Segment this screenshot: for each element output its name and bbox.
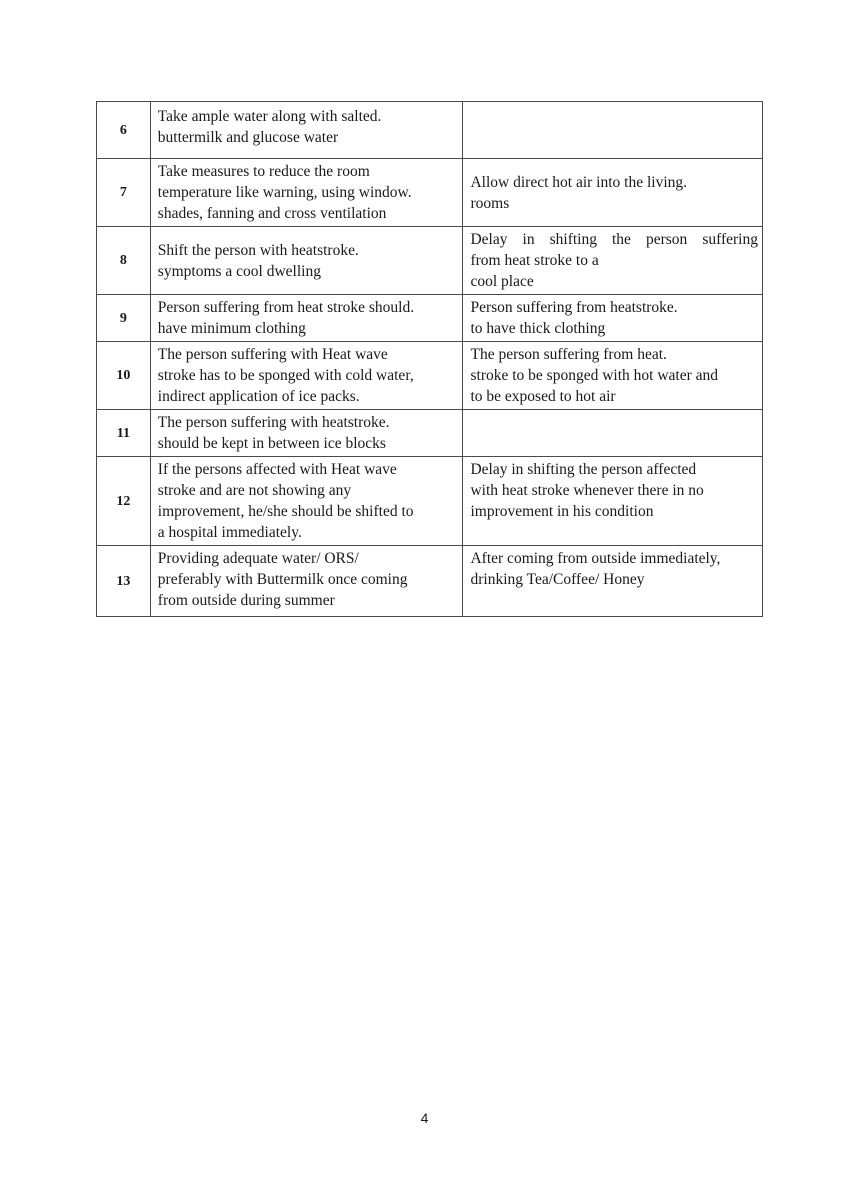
table-row: [97, 410, 763, 457]
dos-line: Providing adequate water/ ORS/: [157, 550, 359, 567]
row-number: 11: [97, 410, 151, 457]
dos-line: The person suffering with heatstroke.: [157, 414, 390, 431]
dos-cell: [150, 342, 463, 410]
dos-line: stroke and are not showing any: [157, 482, 352, 499]
donts-line: rooms: [470, 194, 510, 212]
dos-line: buttermilk and glucose water: [157, 129, 339, 146]
donts-line: to be exposed to hot air: [470, 388, 616, 405]
donts-line: improvement in his condition: [470, 503, 654, 520]
donts-cell: [463, 102, 763, 159]
donts-line: with heat stroke whenever there in no: [470, 482, 704, 499]
dos-line: from outside during summer: [157, 592, 335, 609]
dos-line: The person suffering with Heat wave: [157, 346, 388, 363]
dos-cell: [150, 159, 463, 227]
row-number: 13: [97, 546, 151, 617]
dos-cell: [150, 546, 463, 617]
table-row: [97, 342, 763, 410]
dos-cell: [150, 227, 463, 295]
donts-cell: [463, 457, 763, 546]
dos-line: should be kept in between ice blocks: [157, 435, 386, 452]
dos-line: Take measures to reduce the room: [157, 163, 370, 180]
donts-line: stroke to be sponged with hot water and: [470, 367, 718, 384]
dos-line: temperature like warning, using window.: [157, 184, 412, 201]
table-row: [97, 159, 763, 227]
dos-cell: [150, 102, 463, 159]
dos-line: Take ample water along with salted.: [157, 108, 382, 125]
donts-line: Person suffering from heatstroke.: [470, 299, 678, 316]
donts-line: Delay in shifting the person suffering: [470, 231, 758, 248]
page-number: 4: [420, 1110, 429, 1126]
donts-cell: [463, 410, 763, 457]
dos-donts-table: [96, 101, 763, 617]
dos-line: symptoms a cool dwelling: [157, 262, 321, 280]
donts-cell: [463, 227, 763, 295]
donts-line: from heat stroke to a: [470, 252, 599, 269]
donts-cell: [463, 546, 763, 617]
row-number: 10: [97, 342, 151, 410]
dos-line: preferably with Buttermilk once coming: [157, 571, 408, 588]
dos-line: shades, fanning and cross ventilation: [157, 205, 387, 222]
table-row: [97, 457, 763, 546]
dos-line: Person suffering from heat stroke should.: [157, 299, 415, 316]
table-row: [97, 102, 763, 159]
dos-cell: [150, 457, 463, 546]
row-number: 12: [97, 457, 151, 546]
donts-cell: [463, 295, 763, 342]
dos-line: If the persons affected with Heat wave: [157, 461, 397, 478]
donts-line: Allow direct hot air into the living.: [470, 173, 688, 191]
row-number: 9: [97, 295, 151, 342]
donts-line: to have thick clothing: [470, 320, 606, 337]
dos-line: a hospital immediately.: [157, 524, 302, 541]
donts-line: Delay in shifting the person affected: [470, 461, 697, 478]
donts-line: drinking Tea/Coffee/ Honey: [470, 571, 645, 588]
table-row: [97, 546, 763, 617]
row-number: 7: [97, 159, 151, 227]
row-number: 8: [97, 227, 151, 295]
dos-line: stroke has to be sponged with cold water,: [157, 367, 414, 384]
donts-line: The person suffering from heat.: [470, 346, 667, 363]
dos-line: indirect application of ice packs.: [157, 388, 360, 405]
dos-line: have minimum clothing: [157, 320, 306, 337]
donts-cell: [463, 159, 763, 227]
table-row: [97, 227, 763, 295]
donts-line: cool place: [470, 273, 534, 290]
dos-cell: [150, 295, 463, 342]
dos-line: improvement, he/she should be shifted to: [157, 503, 414, 520]
dos-line: Shift the person with heatstroke.: [157, 241, 359, 259]
dos-cell: [150, 410, 463, 457]
donts-line: After coming from outside immediately,: [470, 550, 721, 567]
donts-cell: [463, 342, 763, 410]
row-number: 6: [97, 102, 151, 159]
table-row: [97, 295, 763, 342]
